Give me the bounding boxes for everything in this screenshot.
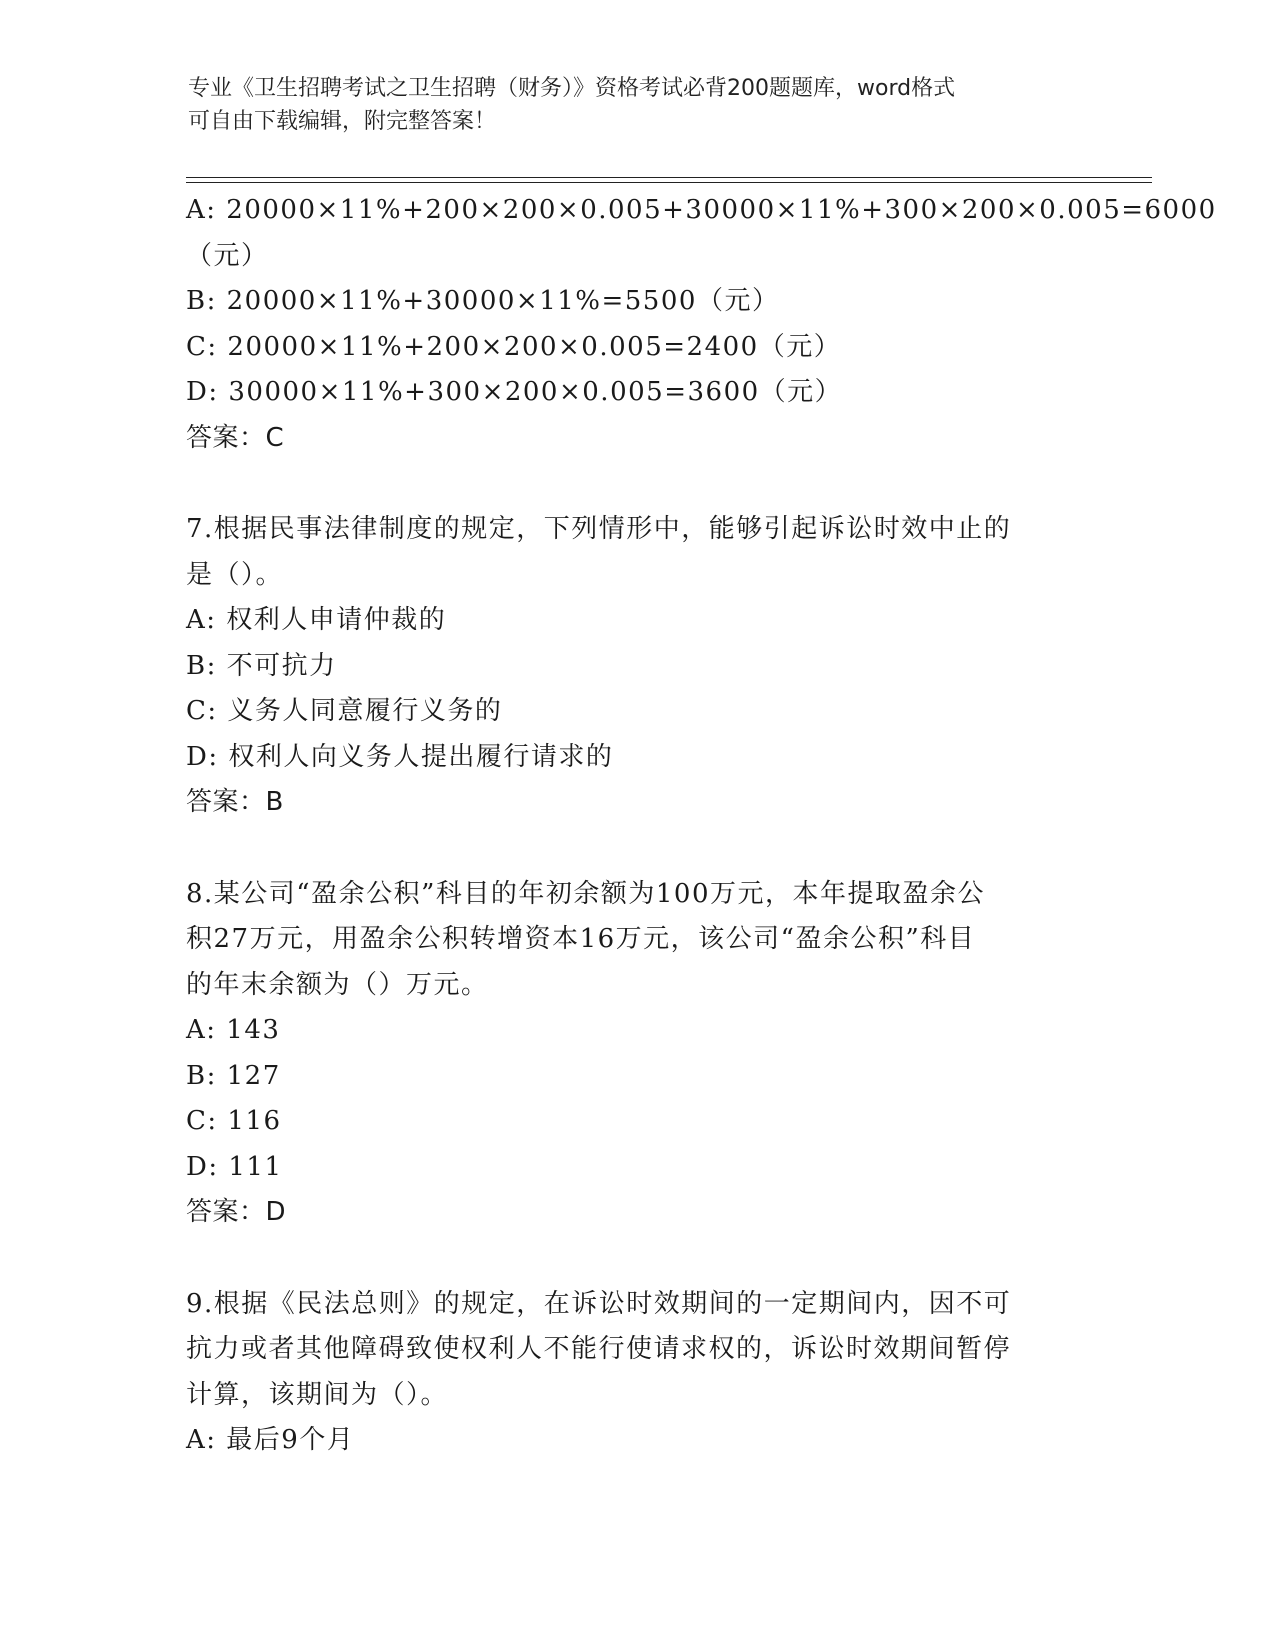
header-divider-bottom [186,182,1152,183]
option-c: C: 20000×11%+200×200×0.005=2400（元） [186,331,842,362]
header-divider-top [186,177,1152,178]
question-stem-line-2: 积27万元，用盈余公积转增资本16万元，该公司“盈余公积”科目 [186,924,976,954]
spacer [186,1236,1086,1282]
document-header [188,72,1088,138]
option-d: D: 111 [186,1151,283,1182]
option-b: B: 20000×11%+30000×11%=5500（元） [186,286,780,316]
document-body [186,188,1217,1464]
option-c: C: 义务人同意履行义务的 [186,696,503,726]
option-a-line-2: （元） [186,240,269,271]
spacer [186,826,1086,872]
question-stem-line-2: 抗力或者其他障碍致使权利人不能行使请求权的，诉讼时效期间暂停 [186,1334,1012,1364]
option-c: C: 116 [186,1106,282,1136]
option-a: A: 143 [186,1015,281,1045]
spacer [186,461,1086,507]
option-a-line-1: A: 20000×11%+200×200×0.005+30000×11%+300×200×0.005=6000 [186,195,1217,225]
question-6 [186,188,1217,461]
header-line-1: 专业《卫生招聘考试之卫生招聘（财务）》资格考试必背200题题库，word格式 [188,76,956,101]
question-7 [186,507,1086,826]
question-stem-line-3: 的年末余额为（）万元。 [186,969,489,1000]
question-8 [186,872,1086,1236]
question-stem-line-2: 是（）。 [186,559,284,590]
header-line-2: 可自由下载编辑，附完整答案！ [188,109,497,134]
question-9 [186,1282,1086,1464]
answer: 答案：B [186,787,284,817]
question-stem-line-1: 9.根据《民法总则》的规定，在诉讼时效期间的一定期间内，因不可 [186,1288,1012,1319]
question-stem-line-1: 7.根据民事法律制度的规定，下列情形中，能够引起诉讼时效中止的 [186,514,1012,544]
answer: 答案：D [186,1197,287,1227]
question-stem-line-3: 计算，该期间为（）。 [186,1379,449,1410]
question-stem-line-1: 8.某公司“盈余公积”科目的年初余额为100万元，本年提取盈余公 [186,878,986,909]
option-b: B: 不可抗力 [186,650,337,681]
option-b: B: 127 [186,1060,281,1091]
option-d: D: 30000×11%+300×200×0.005=3600（元） [186,377,843,407]
option-d: D: 权利人向义务人提出履行请求的 [186,741,614,772]
option-a: A: 最后9个月 [186,1425,355,1455]
option-a: A: 权利人申请仲裁的 [186,605,447,635]
answer: 答案：C [186,422,285,453]
